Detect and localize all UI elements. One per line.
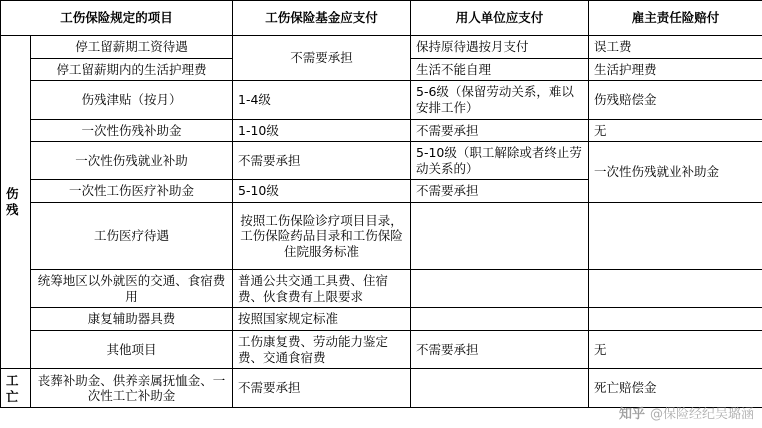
insurance-value [589,270,762,308]
unit-value: 不需要承担 [411,330,589,368]
item-name: 康复辅助器具费 [31,308,233,331]
unit-value [411,308,589,331]
insurance-value: 误工费 [589,36,762,59]
insurance-value: 死亡赔偿金 [589,369,762,408]
fund-value: 不需要承担 [233,142,411,180]
fund-value: 普通公共交通工具费、住宿费、伙食费有上限要求 [233,270,411,308]
watermark-text: @保险经纪吴璐涵 [649,407,754,422]
table-row [1,308,762,331]
item-name: 一次性工伤医疗补助金 [31,180,233,203]
item-name: 丧葬补助金、供养亲属抚恤金、一次性工亡补助金 [31,369,233,408]
item-name: 一次性伤残补助金 [31,119,233,142]
item-name: 工伤医疗待遇 [31,203,233,270]
fund-value: 1-4级 [233,81,411,119]
table-row [1,142,762,180]
table-row [1,81,762,119]
table-row [1,369,762,408]
fund-value: 1-10级 [233,119,411,142]
table-row [1,203,762,270]
item-name: 停工留薪期内的生活护理费 [31,58,233,81]
fund-value: 工伤康复费、劳动能力鉴定费、交通食宿费 [233,330,411,368]
unit-value [411,369,589,408]
item-name: 停工留薪期工资待遇 [31,36,233,59]
table-row [1,36,762,59]
item-name: 统筹地区以外就医的交通、食宿费用 [31,270,233,308]
header-row [1,1,762,36]
header-unit: 用人单位应支付 [411,1,589,36]
insurance-value: 无 [589,119,762,142]
fund-value: 按照国家规定标准 [233,308,411,331]
insurance-value [589,203,762,270]
zhihu-logo: 知乎 [618,407,645,422]
fund-value: 不需要承担 [233,36,411,81]
unit-value: 5-10级（职工解除或者终止劳动关系的） [411,142,589,180]
item-name: 伤残津贴（按月） [31,81,233,119]
unit-value [411,203,589,270]
table-row [1,119,762,142]
header-item: 工伤保险规定的项目 [1,1,233,36]
table-header [1,1,762,36]
header-fund: 工伤保险基金应支付 [233,1,411,36]
table-body [1,36,762,408]
insurance-value: 生活护理费 [589,58,762,81]
fund-value: 5-10级 [233,180,411,203]
fund-value: 不需要承担 [233,369,411,408]
table-row [1,330,762,368]
fund-value: 按照工伤保险诊疗项目目录，工伤保险药品目录和工伤保险住院服务标准 [233,203,411,270]
insurance-value: 一次性伤残就业补助金 [589,142,762,203]
group-label-disability: 伤残 [1,36,31,369]
unit-value: 不需要承担 [411,180,589,203]
insurance-value: 无 [589,330,762,368]
insurance-value: 伤残赔偿金 [589,81,762,119]
item-name: 一次性伤残就业补助 [31,142,233,180]
insurance-value [589,308,762,331]
unit-value: 不需要承担 [411,119,589,142]
group-label-death: 工亡 [1,369,31,408]
unit-value: 保持原待遇按月支付 [411,36,589,59]
table-row [1,270,762,308]
item-name: 其他项目 [31,330,233,368]
header-insurance: 雇主责任险赔付 [589,1,762,36]
unit-value: 5-6级（保留劳动关系，难以安排工作） [411,81,589,119]
unit-value: 生活不能自理 [411,58,589,81]
unit-value [411,270,589,308]
